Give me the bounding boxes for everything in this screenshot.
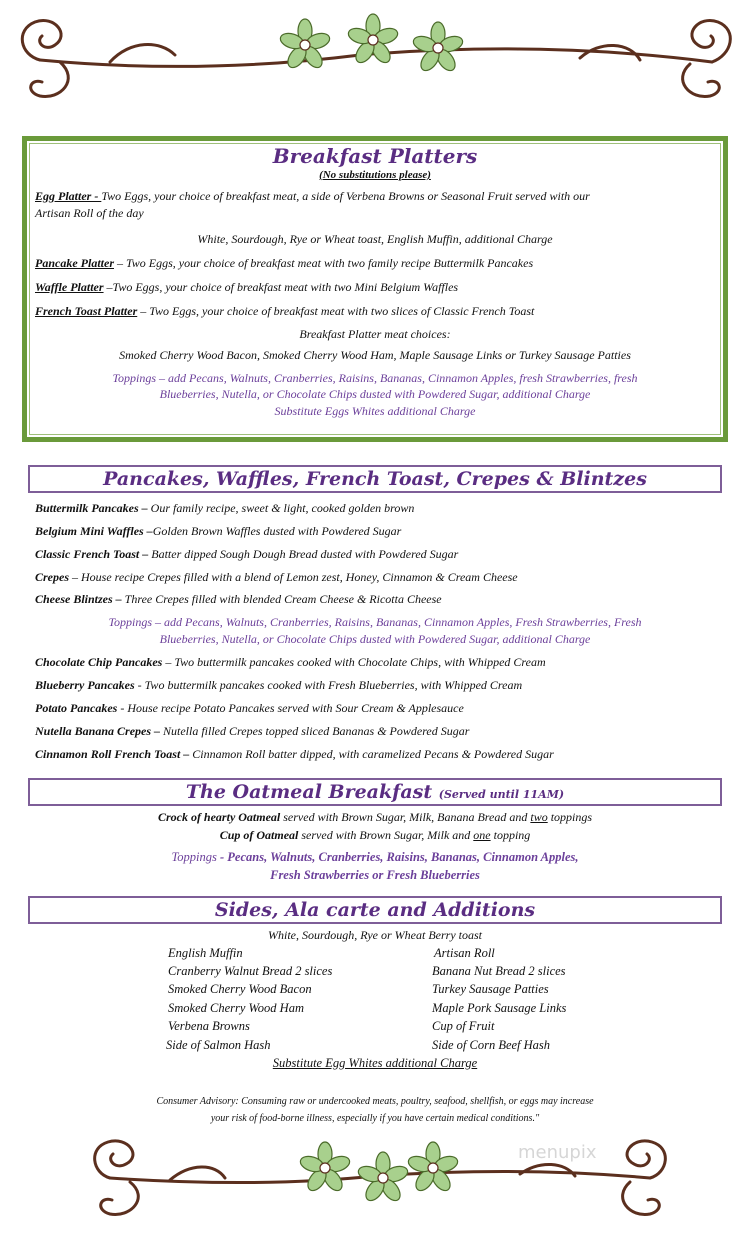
oatmeal-served: (Served until 11AM): [438, 788, 565, 801]
egg-platter-line: [35, 189, 590, 204]
meat-choices: Smoked Cherry Wood Bacon, Smoked Cherry Wood Ham, Maple Sausage Links or Turkey Sausage Patties: [119, 348, 631, 362]
bottom-vine-decoration: [0, 1118, 750, 1235]
platters-title: Breakfast Platters: [272, 144, 478, 168]
griddle-item-desc: – Two buttermilk pancakes cooked with Chocolate Chips, with Whipped Cream: [162, 655, 546, 669]
griddle-item-desc: Cinnamon Roll batter dipped, with caramelized Pecans & Powdered Sugar: [189, 747, 554, 761]
griddle-item: [35, 655, 546, 670]
cup-oatmeal-desc-a: served with Brown Sugar, Milk and: [298, 828, 474, 842]
pancake-platter-desc: – Two Eggs, your choice of breakfast meat with two family recipe Buttermilk Pancakes: [113, 256, 534, 270]
oatmeal-toppings-1: [0, 850, 750, 865]
griddle-toppings-2: Blueberries, Nutella, or Chocolate Chips dusted with Powdered Sugar, additional Charge: [159, 632, 591, 646]
griddle-item-desc: Batter dipped Sough Dough Bread dusted with Powdered Sugar: [148, 547, 459, 561]
egg-platter-name: Egg Platter -: [35, 189, 102, 203]
griddle-toppings-1: Toppings – add Pecans, Walnuts, Cranberries, Raisins, Bananas, Cinnamon Apples, Fresh Strawberries, Fresh: [108, 615, 642, 629]
sides-left-item: English Muffin: [168, 946, 243, 960]
griddle-item-name: Nutella Banana Crepes –: [35, 724, 161, 738]
toast-note: White, Sourdough, Rye or Wheat toast, English Muffin, additional Charge: [197, 232, 553, 246]
sides-left-item: Smoked Cherry Wood Ham: [168, 1001, 304, 1015]
cup-oatmeal-one: one: [473, 828, 491, 842]
pancake-platter-name: Pancake Platter: [35, 256, 114, 270]
griddle-item-desc: Golden Brown Waffles dusted with Powdered Sugar: [152, 524, 402, 538]
platters-subtitle: (No substitutions please): [319, 169, 431, 181]
top-vine-decoration: [0, 0, 750, 110]
french-toast-platter-line: [35, 304, 534, 319]
waffle-platter-name: Waffle Platter: [35, 280, 104, 294]
sides-substitute: Substitute Egg Whites additional Charge: [272, 1056, 478, 1070]
griddle-item: [35, 701, 464, 716]
sides-right-item: Side of Corn Beef Hash: [432, 1038, 551, 1052]
sides-right-item: Cup of Fruit: [432, 1019, 495, 1033]
menupix-watermark: menupix: [518, 1142, 597, 1163]
oatmeal-toppings-label: Toppings: [171, 850, 217, 864]
griddle-item: [35, 547, 458, 562]
griddle-item-name: Belgium Mini Waffles –: [35, 524, 153, 538]
sides-right-item: Turkey Sausage Patties: [432, 982, 549, 996]
griddle-item-desc: - Two buttermilk pancakes cooked with Fresh Blueberries, with Whipped Cream: [134, 678, 523, 692]
oatmeal-toppings-2: Fresh Strawberries or Fresh Blueberries: [270, 868, 480, 882]
griddle-item-desc: – House recipe Crepes filled with a blend of Lemon zest, Honey, Cinnamon & Cream Cheese: [69, 570, 518, 584]
cup-oatmeal-line: [0, 828, 750, 843]
platters-toppings-2: Blueberries, Nutella, or Chocolate Chips dusted with Powdered Sugar, additional Charge: [159, 387, 591, 401]
cup-oatmeal-name: Cup of Oatmeal: [219, 828, 299, 842]
griddle-item: [35, 678, 522, 693]
platters-toppings-3: Substitute Eggs Whites additional Charge: [274, 404, 476, 418]
egg-platter-desc: Two Eggs, your choice of breakfast meat, a side of Verbena Browns or Seasonal Fruit served with our: [101, 189, 590, 203]
sides-right-item: Banana Nut Bread 2 slices: [432, 964, 566, 978]
platters-toppings-1: Toppings – add Pecans, Walnuts, Cranberries, Raisins, Bananas, Cinnamon Apples, fresh Strawberries, fresh: [112, 371, 638, 385]
griddle-item-name: Cheese Blintzes –: [35, 592, 122, 606]
french-toast-platter-name: French Toast Platter: [35, 304, 138, 318]
advisory-line-1: Consumer Advisory: Consuming raw or undercooked meats, poultry, seafood, shellfish, or eggs may increase: [156, 1096, 594, 1107]
french-toast-platter-desc: – Two Eggs, your choice of breakfast meat with two slices of Classic French Toast: [137, 304, 535, 318]
sides-left-item: Side of Salmon Hash: [166, 1038, 271, 1052]
sides-title: Sides, Ala carte and Additions: [28, 896, 722, 924]
griddle-item-name: Crepes: [35, 570, 69, 584]
sides-left-item: Cranberry Walnut Bread 2 slices: [168, 964, 333, 978]
oatmeal-toppings-list: - Pecans, Walnuts, Cranberries, Raisins, Bananas, Cinnamon Apples,: [216, 850, 579, 864]
sides-toast: White, Sourdough, Rye or Wheat Berry toast: [268, 928, 482, 942]
advisory-line-2: your risk of food-borne illness, especially if you have certain medical conditions.": [210, 1113, 540, 1124]
griddle-item-desc: Three Crepes filled with blended Cream Cheese & Ricotta Cheese: [121, 592, 442, 606]
griddle-item: [35, 747, 554, 762]
griddle-item: [35, 501, 414, 516]
sides-left-item: Verbena Browns: [168, 1019, 250, 1033]
sides-right-item: Artisan Roll: [434, 946, 495, 960]
griddle-item-desc: Our family recipe, sweet & light, cooked golden brown: [147, 501, 415, 515]
griddle-item: [35, 524, 401, 539]
sides-right-item: Maple Pork Sausage Links: [432, 1001, 567, 1015]
griddle-title: Pancakes, Waffles, French Toast, Crepes & Blintzes: [28, 465, 722, 493]
griddle-item-name: Classic French Toast –: [35, 547, 149, 561]
meat-heading: Breakfast Platter meat choices:: [299, 327, 451, 341]
waffle-platter-desc: –Two Eggs, your choice of breakfast meat with two Mini Belgium Waffles: [103, 280, 459, 294]
griddle-item-name: Blueberry Pancakes: [35, 678, 135, 692]
sides-left-item: Smoked Cherry Wood Bacon: [168, 982, 312, 996]
crock-oatmeal-line: [0, 810, 750, 825]
pancake-platter-line: [35, 256, 533, 271]
flower-group: [278, 14, 464, 74]
griddle-item: [35, 570, 518, 585]
griddle-item-desc: Nutella filled Crepes topped sliced Bananas & Powdered Sugar: [160, 724, 470, 738]
crock-oatmeal-desc-a: served with Brown Sugar, Milk, Banana Bread and: [280, 810, 531, 824]
griddle-item-name: Buttermilk Pancakes –: [35, 501, 148, 515]
crock-oatmeal-two: two: [530, 810, 548, 824]
griddle-item-desc: - House recipe Potato Pancakes served with Sour Cream & Applesauce: [117, 701, 464, 715]
waffle-platter-line: [35, 280, 458, 295]
cup-oatmeal-desc-b: topping: [490, 828, 531, 842]
oatmeal-title-box: [28, 778, 722, 806]
griddle-item-name: Chocolate Chip Pancakes: [35, 655, 163, 669]
griddle-item: [35, 592, 442, 607]
griddle-item: [35, 724, 469, 739]
crock-oatmeal-desc-b: toppings: [547, 810, 593, 824]
oatmeal-title: The Oatmeal Breakfast: [185, 781, 433, 803]
griddle-item-name: Cinnamon Roll French Toast –: [35, 747, 190, 761]
griddle-item-name: Potato Pancakes: [35, 701, 118, 715]
egg-platter-desc2: Artisan Roll of the day: [35, 206, 144, 220]
crock-oatmeal-name: Crock of hearty Oatmeal: [157, 810, 281, 824]
